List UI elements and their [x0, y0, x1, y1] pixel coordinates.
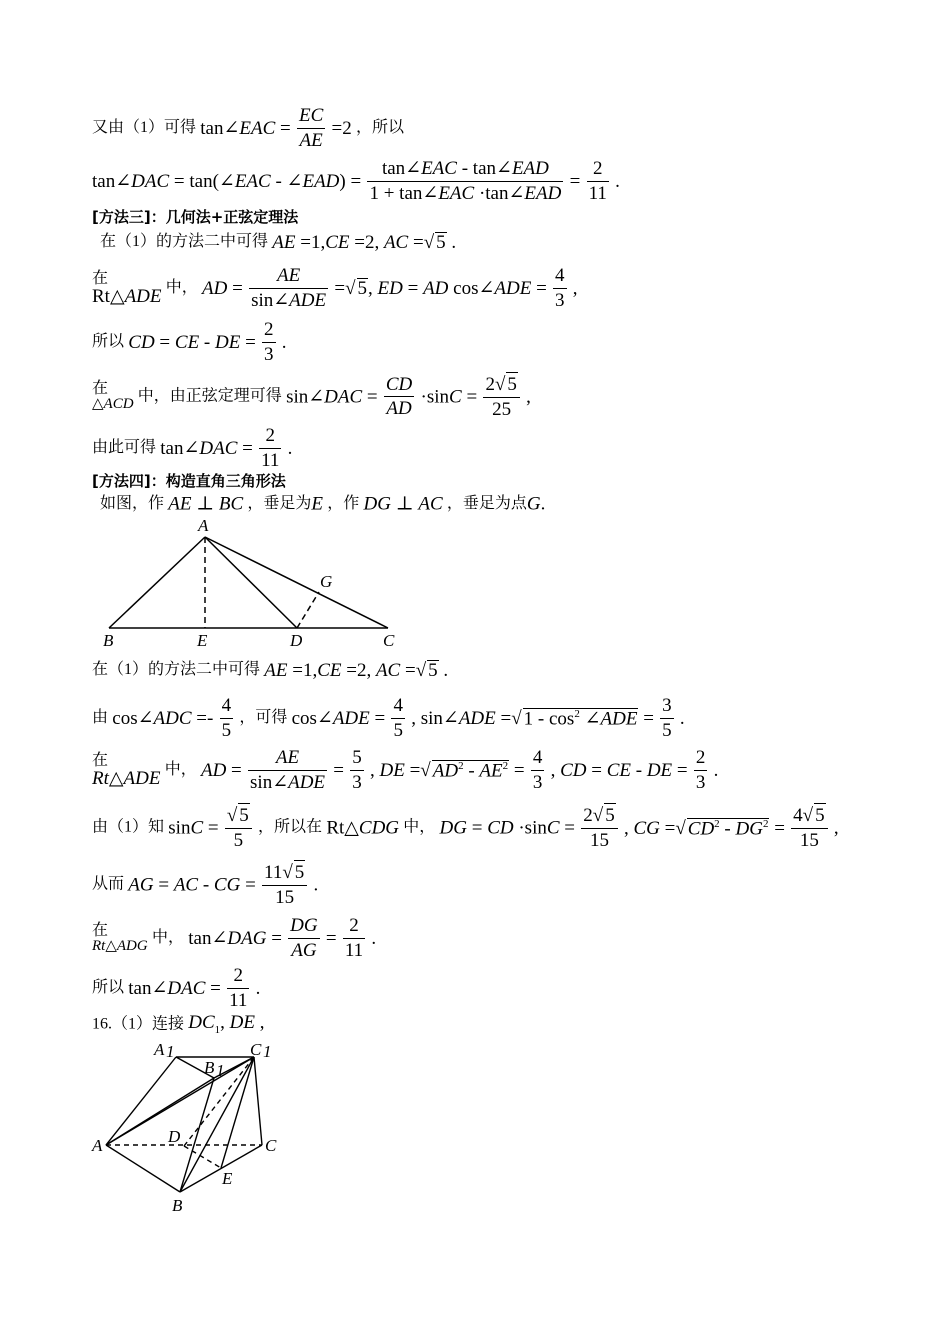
svg-text:1: 1: [263, 1042, 272, 1061]
line-2: tan∠DAC = tan(∠EAC - ∠EAD) = $\frac{\text{tan∠EAC - tan∠EAD}}{\text{1 + tan∠EAC ·tan∠EAD}}$ = $\frac{2}{11}$ .: [92, 158, 620, 204]
m3-line-5: 由此可得 tan∠DAC = $\frac{2}{11}$ .: [92, 425, 293, 471]
m4-intro: 如图，作 AE ⊥ BC ，垂足为E ，作 DG ⊥ AC ，垂足为点G.: [100, 493, 546, 515]
svg-text:C: C: [250, 1040, 262, 1059]
triangle-figure: [95, 515, 405, 655]
m4-line-6: 在 Rt△ADG 中， tan∠DAG = $\frac{DG}{AG}$ = $\frac{2}{11}$ .: [92, 915, 377, 961]
m4-line-5: 从而 AG = AC - CG = $\frac{11√ 5}{15}$ .: [92, 862, 319, 908]
label-C: C: [383, 631, 395, 650]
label-D: D: [290, 631, 303, 650]
fraction: $\frac{EC}{AE}$: [299, 105, 324, 151]
label-D: D: [168, 1127, 181, 1146]
svg-text:1: 1: [216, 1061, 225, 1080]
m3-line-2: 在 Rt△ADE 中， AD = $\frac{AE}{\text{sin∠ADE}}$ =√ 5, ED = AD cos∠ADE = $\frac{4}{3}$ ,: [92, 265, 578, 311]
m3-line-1: 在（1）的方法二中可得 AE =1,CE =2, AC =√ 5 .: [100, 232, 457, 254]
svg-text:1: 1: [166, 1042, 175, 1061]
label-B: B: [103, 631, 114, 650]
m4-line-1: 在（1）的方法二中可得 AE =1,CE =2, AC =√ 5 .: [92, 660, 449, 682]
label-G: G: [320, 572, 333, 591]
m4-line-7: 所以 tan∠DAC = $\frac{2}{11}$ .: [92, 965, 261, 1011]
svg-text:B: B: [204, 1058, 215, 1077]
q16-line: 16.（1）连接 $DC_1$, DE ,: [92, 1012, 265, 1036]
text: 又由（1）可得: [92, 119, 197, 137]
m3-line-4: 在 △ACD 中，由正弦定理可得 sin∠DAC = $\frac{CD}{AD}$ ·sinC = $\frac{2√ 5}{25}$ ,: [92, 373, 531, 420]
m3-line-3: 所以 CD = CE - DE = $\frac{2}{3}$ .: [92, 319, 287, 365]
m4-line-4: 由（1）知 sinC = $\frac{√ 5}{5}$ ，所以在 Rt△CDG 中， DG = CD ·sinC = $\frac{2√ 5}{15}$ , CG =√ $CD^2 - DG^2$ = $\frac{4√ 5}{15}$ ,: [92, 805, 839, 851]
method-3-heading: [方法三]：几何法+正弦定理法: [92, 208, 299, 226]
label-E: E: [222, 1169, 233, 1188]
label-A1: A: [154, 1040, 165, 1059]
prism-figure: [88, 1035, 298, 1220]
m4-line-2: 由 cos∠ADC =- $\frac{4}{5}$ ，可得 cos∠ADE = $\frac{4}{5}$ , sin∠ADE =√ $1 - \cos^2$ ∠ADE = $\frac{3}{5}$ .: [92, 695, 685, 741]
label-E: E: [197, 631, 208, 650]
formula: tan∠EAC =: [200, 117, 291, 139]
m4-line-3: 在 Rt△ADE 中， AD = $\frac{AE}{\text{sin∠ADE}}$ = $\frac{5}{3}$ , DE =√ $AD^2 - AE^2$ = $\frac{4}{3}$ , CD = CE - DE = $\frac{2}{3}$ .: [92, 747, 719, 793]
line-1: 又由（1）可得 tan∠EAC = $\frac{EC}{AE}$ =2 ，所以: [92, 105, 405, 151]
label-B: B: [172, 1196, 183, 1215]
label-A: A: [92, 1136, 103, 1155]
label-A: A: [198, 516, 209, 535]
label-C: C: [265, 1136, 277, 1155]
method-4-heading: [方法四]：构造直角三角形法: [92, 472, 286, 490]
